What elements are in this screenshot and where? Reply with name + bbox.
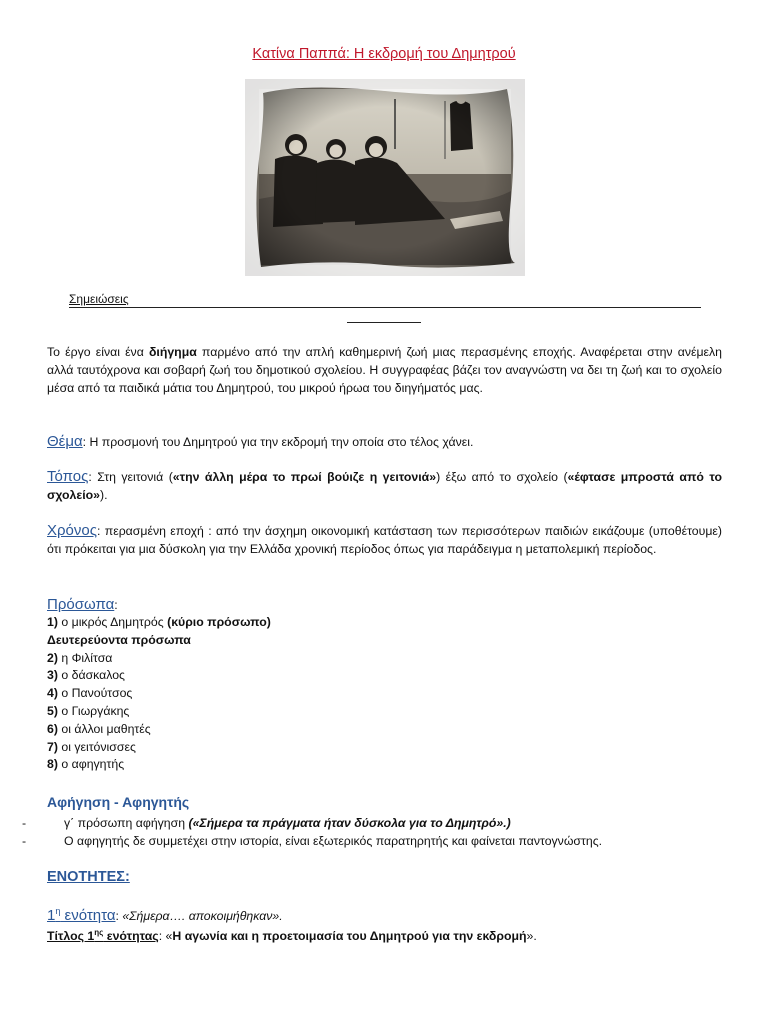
notes-label: Σημειώσεις [69, 292, 129, 306]
bullet-text: γ΄ πρόσωπη αφήγηση [64, 816, 189, 830]
place-section [47, 468, 722, 504]
list-item [47, 614, 271, 632]
list-item [47, 721, 271, 739]
person-name: ο Πανούτσος [57, 686, 133, 701]
section-number: 1 [47, 907, 56, 924]
title-sup: ης [94, 928, 104, 937]
section-1 [47, 906, 283, 924]
page-title: Κατίνα Παππά: Η εκδρομή του Δημητρού [252, 46, 516, 62]
intro-text-2: παρμένο από την απλή καθημερινή ζωή μιας περασμένης εποχής. Αναφέρεται στην ανέμελη αλλά ταυτόχρονα και σοβαρή ζωή του δημοτικού σχολείου. Η συγγραφέας βάζει τον αναγνώστη να δει τη ζωή και το σχολείο μέσα από τα παιδικά μάτια του Δημητρού, του μικρού ήρωα του διηγήματός μας. [47, 345, 722, 395]
section-word: ενότητα [60, 907, 116, 924]
narration-heading: Αφήγηση - Αφηγητής [47, 794, 190, 810]
time-label: Χρόνος [47, 522, 97, 539]
person-name: ο δάσκαλος [57, 668, 125, 683]
place-colon: : [88, 470, 92, 484]
person-number: 8) [47, 757, 58, 772]
person-note: (κύριο πρόσωπο) [167, 615, 271, 629]
theme-colon: : [82, 435, 87, 449]
intro-text-1: Το έργο είναι ένα [47, 345, 149, 359]
person-name: οι γειτόνισσες [57, 739, 136, 754]
bullet-quote: («Σήμερα τα πράγματα ήταν δύσκολα για το Δημητρό».) [188, 816, 511, 830]
title-word: ενότητας [103, 929, 159, 944]
notes-line [69, 292, 701, 308]
person-number: 2) [47, 650, 58, 665]
list-item [47, 685, 271, 703]
person-number: 6) [47, 721, 58, 736]
list-item [47, 667, 271, 685]
time-section [47, 522, 722, 558]
section-1-title [47, 928, 537, 943]
notes-line-continuation [347, 322, 421, 323]
place-quote-1: «την άλλη μέρα το πρωί βούιζε η γειτονιά» [172, 470, 437, 484]
persons-list [47, 614, 271, 774]
sections-heading: ΕΝΟΤΗΤΕΣ: [47, 869, 130, 885]
children-photo-image [245, 79, 525, 276]
secondary-persons-label [47, 632, 271, 650]
theme-section [47, 433, 727, 450]
place-text-3: ). [100, 488, 108, 502]
section-colon: : [115, 909, 119, 923]
list-item [47, 756, 271, 774]
section-sup: η [55, 906, 61, 916]
vintage-photo [245, 79, 525, 276]
place-text-2: ) έξω από το σχολείο ( [436, 470, 568, 484]
title-prefix: Τίτλος 1 [47, 929, 95, 944]
persons-colon: : [114, 598, 118, 612]
person-number: 3) [47, 668, 58, 683]
person-name: ο Γιωργάκης [57, 703, 130, 718]
time-text: περασμένη εποχή : από την άσχημη οικονομική κατάσταση των περισσότερων παιδιών εικάζουμε (υποθέτουμε) ότι πρόκειται για μια δύσκολη για την Ελλάδα χρονική περίοδος όπως για παράδειγμα η μεταπολεμική περίοδος. [47, 524, 722, 556]
bullet-item [0, 832, 768, 850]
list-item [47, 703, 271, 721]
place-text-1: Στη γειτονιά ( [91, 470, 173, 484]
person-name: ο μικρός Δημητρός [57, 615, 168, 629]
person-name: οι άλλοι μαθητές [57, 721, 151, 736]
place-label: Τόπος [47, 468, 89, 485]
title-end: ». [526, 929, 537, 944]
persons-heading [47, 596, 118, 613]
person-number: 7) [47, 739, 58, 754]
time-colon: : [96, 524, 101, 538]
bullet-item [0, 814, 768, 832]
intro-paragraph [47, 343, 722, 397]
persons-label: Πρόσωπα [47, 596, 115, 613]
bullet-dash: - [22, 816, 27, 830]
intro-bold-term: διήγημα [148, 345, 197, 359]
title-text: Η αγωνία και η προετοιμασία του Δημητρού για την εκδρομή [172, 929, 527, 944]
person-name: ο αφηγητής [57, 757, 125, 772]
place-quote-2: «έφτασε μπροστά από το σχολείο» [47, 470, 722, 502]
theme-label: Θέμα [47, 433, 83, 450]
bullet-dash: - [22, 834, 27, 848]
narration-bullets [0, 814, 768, 850]
title-colon: : « [158, 929, 173, 944]
section-1-label [47, 907, 116, 924]
person-number: 1) [47, 615, 58, 629]
list-item [47, 650, 271, 668]
person-number: 5) [47, 703, 58, 718]
theme-text: Η προσμονή του Δημητρού για την εκδρομή την οποία στο τέλος χάνει. [86, 435, 474, 449]
person-number: 4) [47, 686, 58, 701]
bullet-text: Ο αφηγητής δε συμμετέχει στην ιστορία, είναι εξωτερικός παρατηρητής και φαίνεται παντογνώστης. [64, 834, 603, 848]
section-quote: «Σήμερα…. αποκοιμήθηκαν». [118, 909, 283, 923]
person-name: η Φιλίτσα [57, 650, 113, 665]
list-item [47, 739, 271, 757]
secondary-label: Δευτερεύοντα πρόσωπα [47, 632, 191, 647]
